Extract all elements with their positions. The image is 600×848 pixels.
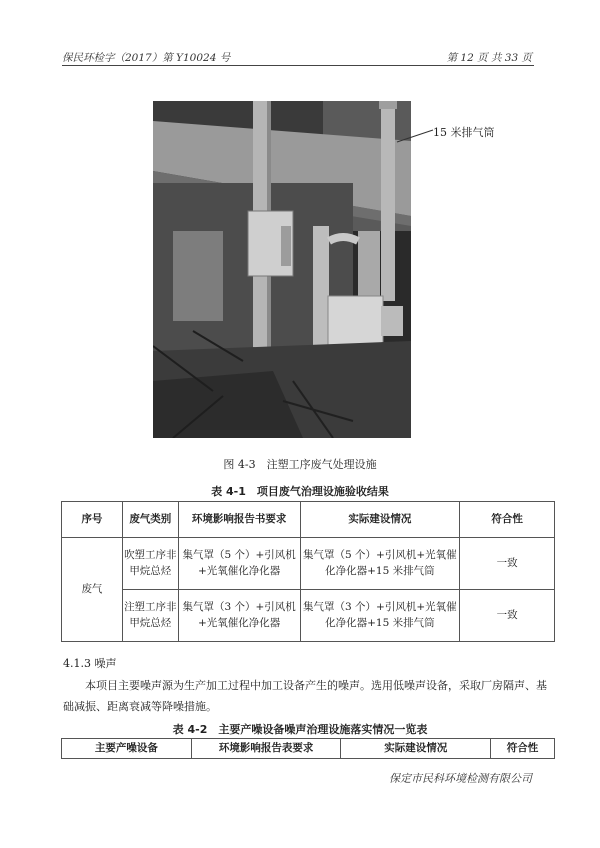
table1-title: 表 4-1 项目废气治理设施验收结果 bbox=[211, 485, 389, 498]
section-heading-noise: 4.1.3 噪声 bbox=[63, 657, 117, 670]
source-cell: 吹塑工序非甲烷总烃 bbox=[122, 538, 178, 590]
table2-header-cell: 实际建设情况 bbox=[341, 739, 491, 759]
table1-header-cell: 废气类别 bbox=[122, 502, 178, 538]
header-page-info: 第 12 页 共 33 页 bbox=[446, 52, 532, 64]
table2-title: 表 4-2 主要产噪设备噪声治理设施落实情况一览表 bbox=[172, 723, 428, 736]
actual-cell: 集气罩（3 个）+引风机+光氧催化净化器+15 米排气筒 bbox=[300, 590, 460, 642]
table1-header-cell: 符合性 bbox=[460, 502, 555, 538]
table1-header-row bbox=[62, 502, 555, 538]
header-rule bbox=[62, 65, 534, 66]
table-row bbox=[62, 538, 555, 590]
table1-header-cell: 环境影响报告书要求 bbox=[178, 502, 300, 538]
exhaust-facility-photo bbox=[153, 101, 411, 438]
conformity-cell: 一致 bbox=[460, 590, 555, 642]
table-row bbox=[62, 590, 555, 642]
required-cell: 集气罩（5 个）+引风机+光氧催化净化器 bbox=[178, 538, 300, 590]
conformity-cell: 一致 bbox=[460, 538, 555, 590]
source-cell: 注塑工序非甲烷总烃 bbox=[122, 590, 178, 642]
figure-caption: 图 4-3 注塑工序废气处理设施 bbox=[223, 458, 377, 471]
table2-header-cell: 主要产噪设备 bbox=[62, 739, 192, 759]
waste-gas-table bbox=[61, 501, 555, 642]
header-doc-number: 保民环检字（2017）第 Y10024 号 bbox=[62, 52, 231, 64]
noise-equipment-table bbox=[61, 738, 555, 759]
category-cell: 废气 bbox=[62, 538, 123, 642]
callout-leader-line bbox=[395, 129, 435, 143]
actual-cell: 集气罩（5 个）+引风机+光氧催化净化器+15 米排气筒 bbox=[300, 538, 460, 590]
table2-header-row bbox=[62, 739, 555, 759]
table2-header-cell: 环境影响报告表要求 bbox=[191, 739, 341, 759]
footer-company: 保定市民科环境检测有限公司 bbox=[389, 772, 532, 785]
table1-header-cell: 实际建设情况 bbox=[300, 502, 460, 538]
table1-header-cell: 序号 bbox=[62, 502, 123, 538]
required-cell: 集气罩（3 个）+引风机+光氧催化净化器 bbox=[178, 590, 300, 642]
noise-paragraph: 本项目主要噪声源为生产加工过程中加工设备产生的噪声。选用低噪声设备，采取厂房隔声、基础减振、距离衰减等降噪措施。 bbox=[63, 679, 547, 713]
table2-header-cell: 符合性 bbox=[491, 739, 555, 759]
callout-label-exhaust-stack: 15 米排气筒 bbox=[433, 126, 495, 139]
